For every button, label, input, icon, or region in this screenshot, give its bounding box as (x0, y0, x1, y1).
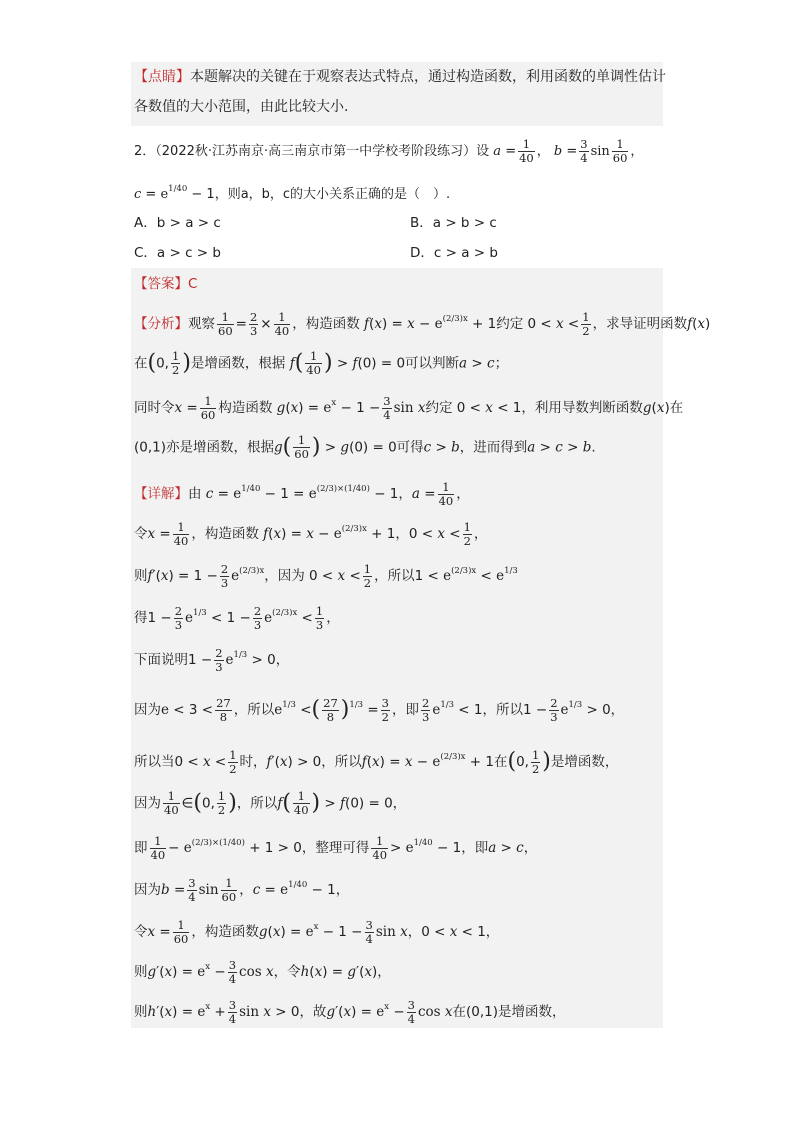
option-b[interactable]: B．a > b > c (410, 215, 497, 231)
answer-label: 【答案】 (134, 276, 188, 292)
dianjing-label: 【点睛】 (134, 69, 190, 85)
question-line-2: $c = e^{1/40} - 1$，则a，b，c的大小关系正确的是（ ）. (134, 184, 451, 202)
fenxi-line-1: 【分析】观察 $\frac{1}{60}$ = $\frac{2}{3}$ × $\frac{1}{40}$ ，构造函数 $f(x) = x - e^{(2/3)x} + 1$约定 0 < x < $\frac{1}{2}$ ，求导证明函数f(x) (134, 309, 711, 338)
xiangjie-line-2: 令x = $\frac{1}{40}$ ，构造函数 $f(x) = x - e^{(2/3)x} + 1$，0 < x < $\frac{1}{2}$ ， (134, 519, 488, 548)
xiangjie-line-9: 即 $\frac{1}{40}$ − $e^{(2/3)\times(1/40)} + 1 > 0$，整理可得 $\frac{1}{40}$ > $e^{1/40} - 1$，即a > c， (134, 833, 538, 862)
xiangjie-line-13: 则$h'(x) = e^x$ + $\frac{3}{4}$ sin x > 0，故$g'(x) = e^x$ − $\frac{3}{4}$ cos x在(0,1)是增函数， (134, 997, 566, 1026)
xiangjie-line-3: 则f′(x) = 1 − $\frac{2}{3}$ $e^{(2/3)x}$，因为 0 < x < $\frac{1}{2}$ ，所以$1 < e^{(2/3)x} < e^{1/3}$ (134, 561, 518, 590)
xiangjie-line-5: 下面说明1 − $\frac{2}{3}$ $e^{1/3} > 0$， (134, 645, 290, 674)
xiangjie-line-12: 则$g'(x) = e^x$ − $\frac{3}{4}$ cos x，令h(x) = g′(x)， (134, 957, 391, 986)
fenxi-line-4: (0,1)亦是增函数，根据g( $\frac{1}{60}$ ) > g(0) = 0可得c > b，进而得到a > c > b. (134, 433, 596, 461)
xiangjie-line-8: 因为 $\frac{1}{40}$ ∈(0, $\frac{1}{2}$ )，所以f( $\frac{1}{40}$ ) > f(0) = 0， (134, 789, 407, 817)
xiangjie-line-11: 令x = $\frac{1}{60}$ ，构造函数$g(x) = e^x - 1$ − $\frac{3}{4}$ sin x，0 < x < 1， (134, 917, 500, 946)
xiangjie-line-4: 得1 − $\frac{2}{3}$ $e^{1/3} < 1$ − $\frac{2}{3}$ $e^{(2/3)x}$ < $\frac{1}{3}$ ， (134, 603, 340, 632)
xiangjie-line-7: 所以当0 < x < $\frac{1}{2}$ 时，f′(x) > 0，所以$f(x) = x - e^{(2/3)x} + 1$在(0, $\frac{1}{2}$ )是增函数， (134, 747, 619, 776)
xiangjie-line-6: 因为e < 3 < $\frac{27}{8}$ ，所以$e^{1/3}$ <( $\frac{27}{8}$ )$^{1/3}$ = $\frac{3}{2}$ ，即 $\frac{2}{3}$ $e^{1/3} < 1$，所以1 − $\frac{2}{3}$ $e^{1/3} > 0$， (134, 695, 625, 724)
xiangjie-line-10: 因为b = $\frac{3}{4}$ sin $\frac{1}{60}$ ，$c = e^{1/40} - 1$， (134, 875, 350, 904)
option-a[interactable]: A．b > a > c (134, 215, 221, 231)
dianjing-line-2: 各数值的大小范围，由此比较大小. (134, 99, 349, 115)
fenxi-line-2: 在(0, $\frac{1}{2}$ )是增函数，根据 f( $\frac{1}{40}$ ) > f(0) = 0可以判断a > c； (134, 349, 509, 377)
xiangjie-line-1: 【详解】由 $c = e^{1/40} - 1 = e^{(2/3)\times(1/40)} - 1$，a = $\frac{1}{40}$ ， (134, 479, 470, 508)
option-d[interactable]: D．c > a > b (410, 245, 498, 261)
option-c[interactable]: C．a > c > b (134, 245, 221, 261)
question-line-1: 2．（2022秋·江苏南京·高三南京市第一中学校考阶段练习）设 a = $\frac{1}{40}$ ， b = $\frac{3}{4}$ sin $\frac{1}{60}$ ， (134, 137, 644, 165)
answer-value: C (188, 276, 198, 292)
dianjing-line-1: 【点睛】本题解决的关键在于观察表达式特点，通过构造函数，利用函数的单调性估计 (134, 69, 666, 85)
fenxi-line-3: 同时令x = $\frac{1}{60}$ 构造函数 $g(x) = e^x - 1$ − $\frac{3}{4}$ sin x约定 0 < x < 1，利用导数判断函数g(x)在 (134, 393, 684, 422)
answer-line (134, 273, 197, 295)
